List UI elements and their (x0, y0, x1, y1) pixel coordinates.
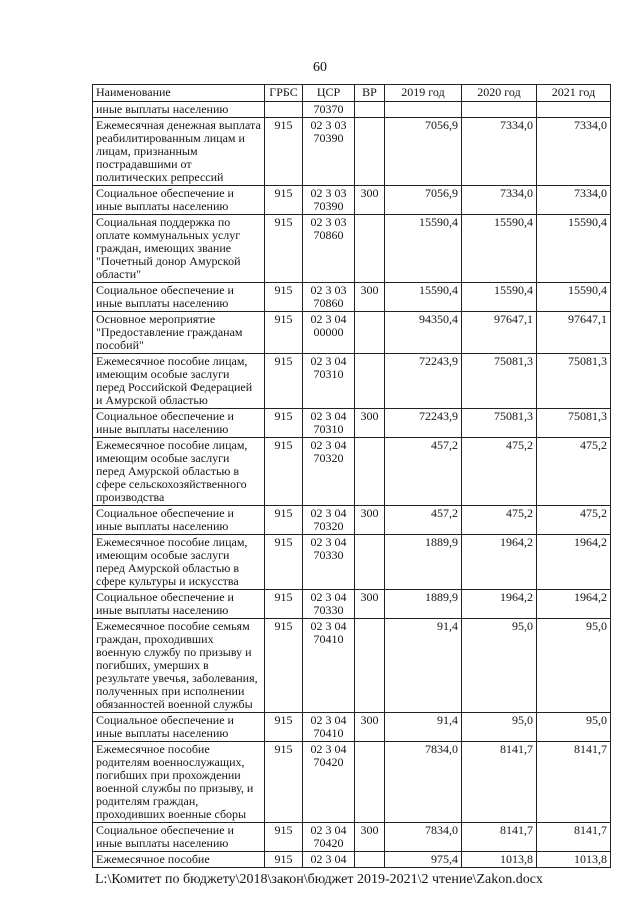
cell-2019: 91,4 (385, 619, 462, 713)
table-row (93, 215, 611, 283)
cell-2020: 15590,4 (462, 215, 537, 283)
cell-2019: 94350,4 (385, 312, 462, 354)
cell-2021: 15590,4 (537, 215, 611, 283)
cell-2019: 91,4 (385, 713, 462, 742)
cell-csr: 02 3 04 70310 (303, 409, 355, 438)
cell-2020: 8141,7 (462, 742, 537, 823)
cell-vr: 300 (355, 506, 385, 535)
table-header-row (93, 85, 611, 102)
cell-grbs: 915 (265, 283, 303, 312)
cell-2020: 1964,2 (462, 590, 537, 619)
cell-grbs: 915 (265, 742, 303, 823)
cell-csr: 02 3 04 70420 (303, 742, 355, 823)
cell-csr: 02 3 03 70860 (303, 215, 355, 283)
cell-2019: 7056,9 (385, 186, 462, 215)
cell-grbs: 915 (265, 619, 303, 713)
table-row (93, 742, 611, 823)
cell-name: Ежемесячное пособие родителям военнослужащих, погибших при прохождении военной службы по призыву, и родителям граждан, проходивших военные сборы (93, 742, 265, 823)
cell-2020: 97647,1 (462, 312, 537, 354)
cell-name: Социальное обеспечение и иные выплаты населению (93, 409, 265, 438)
cell-vr: 300 (355, 590, 385, 619)
table-row (93, 118, 611, 186)
cell-2020: 7334,0 (462, 186, 537, 215)
cell-vr (355, 354, 385, 409)
cell-2019: 1889,9 (385, 535, 462, 590)
cell-grbs: 915 (265, 186, 303, 215)
header-csr: ЦСР (303, 85, 355, 102)
cell-grbs: 915 (265, 118, 303, 186)
cell-name: Социальная поддержка по оплате коммунальных услуг граждан, имеющих звание "Почетный донор Амурской области" (93, 215, 265, 283)
cell-name: Социальное обеспечение и иные выплаты населению (93, 823, 265, 852)
cell-2021: 15590,4 (537, 283, 611, 312)
cell-csr: 02 3 04 70420 (303, 823, 355, 852)
cell-2021: 1013,8 (537, 852, 611, 868)
cell-name: Ежемесячное пособие лицам, имеющим особые заслуги перед Российской Федерацией и Амурской областью (93, 354, 265, 409)
cell-vr (355, 742, 385, 823)
cell-2019: 975,4 (385, 852, 462, 868)
cell-2019 (385, 102, 462, 118)
cell-2021: 75081,3 (537, 409, 611, 438)
budget-table (92, 84, 611, 868)
cell-csr: 02 3 04 70330 (303, 590, 355, 619)
cell-csr: 02 3 03 70390 (303, 186, 355, 215)
header-vr: ВР (355, 85, 385, 102)
cell-csr: 02 3 04 00000 (303, 312, 355, 354)
cell-2020: 75081,3 (462, 354, 537, 409)
table-row (93, 102, 611, 118)
cell-2019: 72243,9 (385, 409, 462, 438)
cell-grbs: 915 (265, 852, 303, 868)
cell-grbs: 915 (265, 713, 303, 742)
cell-2021: 8141,7 (537, 823, 611, 852)
cell-grbs: 915 (265, 354, 303, 409)
cell-2020: 1964,2 (462, 535, 537, 590)
cell-csr: 02 3 04 70320 (303, 506, 355, 535)
cell-2020: 7334,0 (462, 118, 537, 186)
cell-name: Основное мероприятие "Предоставление гражданам пособий" (93, 312, 265, 354)
cell-2019: 7834,0 (385, 823, 462, 852)
cell-vr: 300 (355, 823, 385, 852)
cell-2020: 475,2 (462, 506, 537, 535)
header-name: Наименование (93, 85, 265, 102)
cell-csr: 02 3 04 70410 (303, 619, 355, 713)
cell-vr (355, 102, 385, 118)
cell-grbs (265, 102, 303, 118)
table-row (93, 506, 611, 535)
cell-2021: 1964,2 (537, 590, 611, 619)
cell-name: Ежемесячное пособие лицам, имеющим особые заслуги перед Амурской областью в сфере культуры и искусства (93, 535, 265, 590)
table-row (93, 713, 611, 742)
cell-csr: 02 3 04 70310 (303, 354, 355, 409)
cell-vr (355, 852, 385, 868)
cell-2021: 7334,0 (537, 186, 611, 215)
cell-name: Ежемесячное пособие семьям граждан, проходивших военную службу по призыву и погибших, умерших в результате увечья, заболевания, полученных при исполнении обязанностей военной службы (93, 619, 265, 713)
cell-vr: 300 (355, 186, 385, 215)
table-row (93, 438, 611, 506)
cell-name: Ежемесячное пособие лицам, имеющим особые заслуги перед Амурской областью в сфере сельскохозяйственного производства (93, 438, 265, 506)
header-2019: 2019 год (385, 85, 462, 102)
header-2020: 2020 год (462, 85, 537, 102)
cell-vr (355, 438, 385, 506)
cell-vr (355, 312, 385, 354)
cell-2020: 95,0 (462, 713, 537, 742)
cell-name: Ежемесячная денежная выплата реабилитированным лицам и лицам, признанным пострадавшими от политических репрессий (93, 118, 265, 186)
table-row (93, 535, 611, 590)
cell-2019: 457,2 (385, 506, 462, 535)
table-row (93, 354, 611, 409)
cell-2019: 15590,4 (385, 283, 462, 312)
cell-vr (355, 118, 385, 186)
cell-2019: 7056,9 (385, 118, 462, 186)
cell-csr: 02 3 03 70390 (303, 118, 355, 186)
table-row (93, 312, 611, 354)
cell-grbs: 915 (265, 590, 303, 619)
cell-name: Социальное обеспечение и иные выплаты населению (93, 506, 265, 535)
header-grbs: ГРБС (265, 85, 303, 102)
cell-grbs: 915 (265, 312, 303, 354)
cell-2019: 457,2 (385, 438, 462, 506)
cell-2021: 8141,7 (537, 742, 611, 823)
cell-2020: 95,0 (462, 619, 537, 713)
cell-2021: 95,0 (537, 619, 611, 713)
cell-2019: 15590,4 (385, 215, 462, 283)
table-row (93, 283, 611, 312)
cell-2020: 475,2 (462, 438, 537, 506)
table-row (93, 590, 611, 619)
table-row (93, 823, 611, 852)
cell-grbs: 915 (265, 506, 303, 535)
cell-2021: 1964,2 (537, 535, 611, 590)
cell-2021: 95,0 (537, 713, 611, 742)
cell-2021 (537, 102, 611, 118)
cell-vr (355, 619, 385, 713)
cell-csr: 02 3 04 70330 (303, 535, 355, 590)
cell-2020 (462, 102, 537, 118)
cell-csr: 02 3 03 70860 (303, 283, 355, 312)
table-row (93, 186, 611, 215)
table-row (93, 852, 611, 868)
table-row (93, 619, 611, 713)
cell-name: Социальное обеспечение и иные выплаты населению (93, 713, 265, 742)
cell-2020: 15590,4 (462, 283, 537, 312)
cell-vr: 300 (355, 283, 385, 312)
header-2021: 2021 год (537, 85, 611, 102)
cell-2019: 1889,9 (385, 590, 462, 619)
cell-2019: 7834,0 (385, 742, 462, 823)
cell-name: Социальное обеспечение и иные выплаты населению (93, 590, 265, 619)
cell-name: Ежемесячное пособие (93, 852, 265, 868)
cell-vr: 300 (355, 713, 385, 742)
cell-2019: 72243,9 (385, 354, 462, 409)
cell-2020: 75081,3 (462, 409, 537, 438)
cell-2021: 75081,3 (537, 354, 611, 409)
table-row (93, 409, 611, 438)
cell-grbs: 915 (265, 215, 303, 283)
cell-name: Социальное обеспечение и иные выплаты населению (93, 186, 265, 215)
cell-2020: 1013,8 (462, 852, 537, 868)
cell-vr (355, 535, 385, 590)
cell-name: иные выплаты населению (93, 102, 265, 118)
cell-2021: 475,2 (537, 438, 611, 506)
cell-csr: 02 3 04 70320 (303, 438, 355, 506)
cell-2020: 8141,7 (462, 823, 537, 852)
cell-csr: 02 3 04 (303, 852, 355, 868)
cell-2021: 97647,1 (537, 312, 611, 354)
cell-grbs: 915 (265, 409, 303, 438)
footer-file-path: L:\Комитет по бюджету\2018\закон\бюджет 2019-2021\2 чтение\Zakon.docx (95, 872, 543, 887)
cell-name: Социальное обеспечение и иные выплаты населению (93, 283, 265, 312)
cell-grbs: 915 (265, 823, 303, 852)
cell-grbs: 915 (265, 438, 303, 506)
cell-grbs: 915 (265, 535, 303, 590)
cell-vr: 300 (355, 409, 385, 438)
cell-2021: 7334,0 (537, 118, 611, 186)
page-number: 60 (313, 60, 327, 75)
cell-vr (355, 215, 385, 283)
cell-2021: 475,2 (537, 506, 611, 535)
cell-csr: 02 3 04 70410 (303, 713, 355, 742)
cell-csr: 70370 (303, 102, 355, 118)
table-body (93, 102, 611, 868)
